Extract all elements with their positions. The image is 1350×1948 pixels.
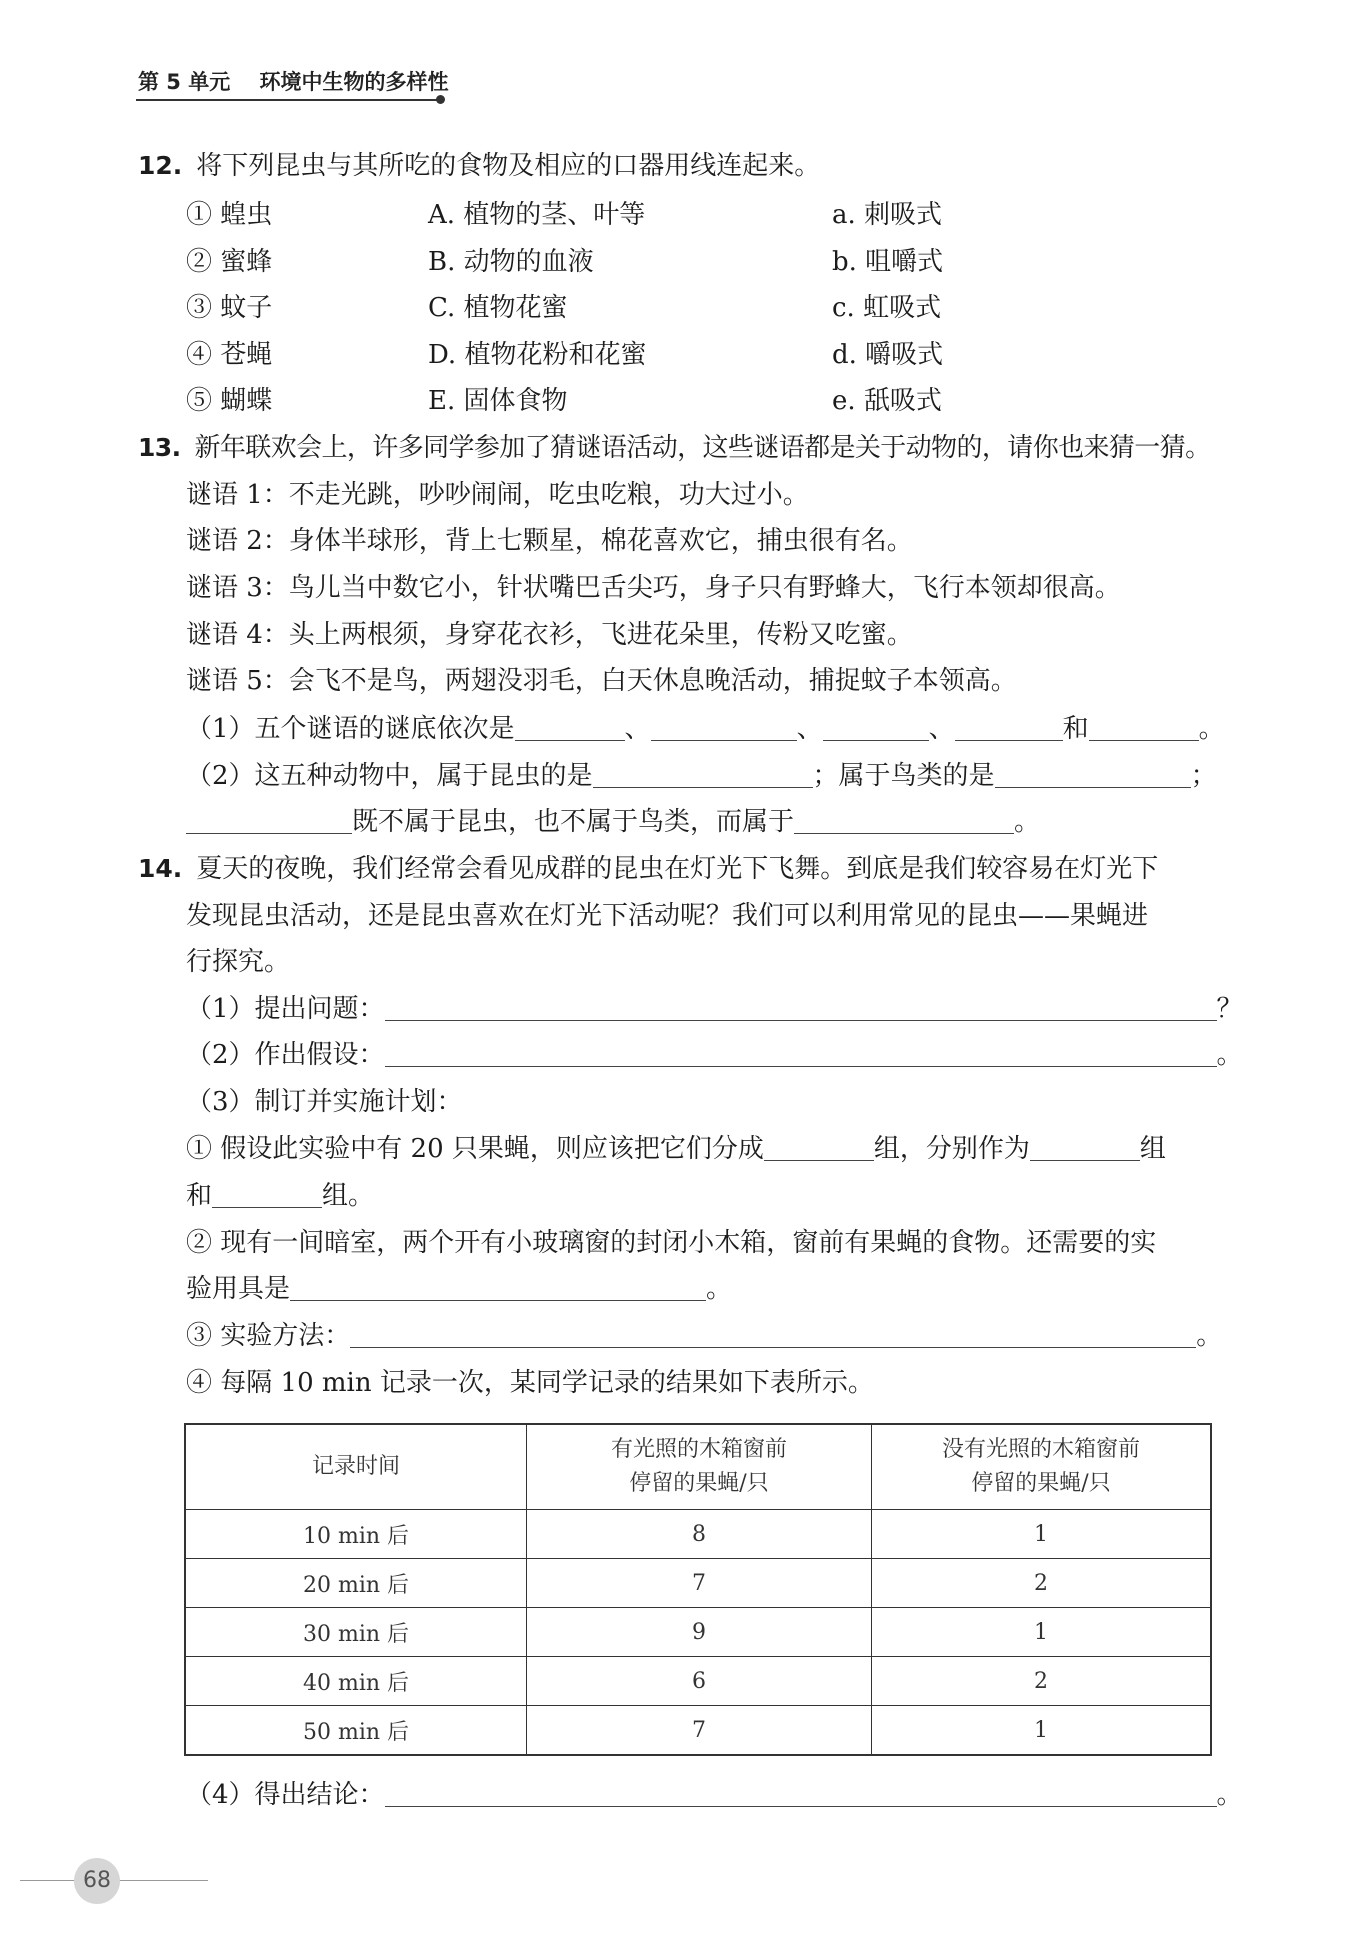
q12-insect: ② 蜜蜂 xyxy=(186,247,273,277)
table-row xyxy=(185,1510,1211,1559)
riddle-2: 谜语 2：身体半球形，背上七颗星，棉花喜欢它，捕虫很有名。 xyxy=(186,526,913,556)
q12-food: E. 固体食物 xyxy=(428,386,568,416)
period: 。 xyxy=(1014,807,1041,837)
q14-intro-line-1 xyxy=(138,853,1158,885)
q14-part1-label: （1）提出问题： xyxy=(186,994,385,1024)
q14-step2-text-b: 验用具是 xyxy=(186,1274,291,1304)
q13-part1 xyxy=(186,713,1225,745)
separator: 、 xyxy=(624,714,651,744)
q13-part1-text: （1）五个谜语的谜底依次是 xyxy=(186,714,515,744)
q14-step3 xyxy=(186,1320,1222,1352)
answer-blank[interactable] xyxy=(212,1181,322,1208)
table-cell: 9 xyxy=(527,1608,872,1657)
q12-food: C. 植物花蜜 xyxy=(428,293,568,323)
separator: 、 xyxy=(796,714,823,744)
q14-intro-3: 行探究。 xyxy=(186,947,291,977)
q14-part4 xyxy=(186,1779,1243,1811)
table-row xyxy=(185,1608,1211,1657)
q14-intro-2: 发现昆虫活动，还是昆虫喜欢在灯光下活动呢？我们可以利用常见的昆虫——果蝇进 xyxy=(186,901,1149,931)
table-cell: 20 min 后 xyxy=(185,1559,527,1608)
answer-blank[interactable] xyxy=(764,1134,874,1161)
q12-mouthpart: a. 刺吸式 xyxy=(832,200,943,230)
riddle-4: 谜语 4：头上两根须，身穿花衣衫，飞进花朵里，传粉又吃蜜。 xyxy=(186,620,913,650)
semicolon: ； xyxy=(1190,761,1217,791)
q14-step1 xyxy=(186,1133,1166,1165)
q13-part2-cont xyxy=(186,806,1040,838)
q14-step1-cont xyxy=(186,1180,374,1212)
col-header-light: 有光照的木箱窗前 停留的果蝇/只 xyxy=(527,1424,872,1510)
page-number: 68 xyxy=(74,1858,120,1904)
q14-step2-cont xyxy=(186,1273,732,1305)
riddle-1: 谜语 1：不走光跳，吵吵闹闹，吃虫吃粮，功大过小。 xyxy=(186,480,809,510)
q12-food: D. 植物花粉和花蜜 xyxy=(428,340,647,370)
q12-mouthpart: b. 咀嚼式 xyxy=(832,247,944,277)
q14-part4-label: （4）得出结论： xyxy=(186,1780,385,1810)
table-cell: 1 xyxy=(872,1608,1212,1657)
answer-blank[interactable] xyxy=(515,714,625,741)
q13-part2 xyxy=(186,760,1217,792)
riddle-5: 谜语 5：会飞不是鸟，两翅没羽毛，白天休息晚活动，捕捉蚊子本领高。 xyxy=(186,666,1017,696)
table-cell: 2 xyxy=(872,1657,1212,1706)
answer-blank[interactable] xyxy=(651,714,797,741)
and-word: 和 xyxy=(1062,714,1089,744)
table-cell: 2 xyxy=(872,1559,1212,1608)
answer-blank[interactable] xyxy=(385,1040,1217,1067)
period: 。 xyxy=(1216,1040,1243,1070)
q14-step4: ④ 每隔 10 min 记录一次，某同学记录的结果如下表所示。 xyxy=(186,1368,874,1398)
q12-stem-line xyxy=(138,150,820,182)
q12-stem: 将下列昆虫与其所吃的食物及相应的口器用线连起来。 xyxy=(196,151,821,181)
period: 。 xyxy=(1196,1321,1223,1351)
table-header-row xyxy=(185,1424,1211,1510)
answer-blank[interactable] xyxy=(995,761,1191,788)
q14-step1-text: ① 假设此实验中有 20 只果蝇，则应该把它们分成 xyxy=(186,1134,764,1164)
answer-blank[interactable] xyxy=(955,714,1063,741)
table-row xyxy=(185,1706,1211,1756)
q14-intro-1: 夏天的夜晚，我们经常会看见成群的昆虫在灯光下飞舞。到底是我们较容易在灯光下 xyxy=(196,854,1159,884)
q12-number: 12. xyxy=(138,151,183,180)
q12-insect: ① 蝗虫 xyxy=(186,200,273,230)
results-table xyxy=(184,1423,1212,1756)
separator: 、 xyxy=(928,714,955,744)
col-header-dark: 没有光照的木箱窗前 停留的果蝇/只 xyxy=(872,1424,1212,1510)
q14-part3-label: （3）制订并实施计划： xyxy=(186,1087,463,1117)
header-rule xyxy=(136,99,441,101)
question-mark: ？ xyxy=(1216,994,1243,1024)
period: 。 xyxy=(706,1274,733,1304)
header-dot xyxy=(436,95,445,104)
page-header xyxy=(138,66,449,96)
answer-blank[interactable] xyxy=(385,1780,1217,1807)
period: 。 xyxy=(1216,1780,1243,1810)
q14-step1-text-b: 组，分别作为 xyxy=(873,1134,1030,1164)
answer-blank[interactable] xyxy=(385,994,1217,1021)
q13-number: 13. xyxy=(138,433,181,462)
q12-food: B. 动物的血液 xyxy=(428,247,594,277)
q14-part2 xyxy=(186,1039,1243,1071)
q12-insect: ⑤ 蝴蝶 xyxy=(186,386,273,416)
table-cell: 10 min 后 xyxy=(185,1510,527,1559)
q13-stem: 新年联欢会上，许多同学参加了猜谜语活动，这些谜语都是关于动物的，请你也来猜一猜。 xyxy=(194,433,1211,463)
answer-blank[interactable] xyxy=(794,807,1014,834)
table-cell: 8 xyxy=(527,1510,872,1559)
q14-step3-label: ③ 实验方法： xyxy=(186,1321,351,1351)
unit-title: 环境中生物的多样性 xyxy=(259,70,449,94)
answer-blank[interactable] xyxy=(290,1274,706,1301)
q13-part2-text-d: 既不属于昆虫，也不属于鸟类，而属于 xyxy=(352,807,795,837)
answer-blank[interactable] xyxy=(350,1321,1196,1348)
table-row xyxy=(185,1559,1211,1608)
q14-number: 14. xyxy=(138,854,183,883)
q12-insect: ③ 蚊子 xyxy=(186,293,273,323)
q13-part2-text: （2）这五种动物中，属于昆虫的是 xyxy=(186,761,593,791)
q12-mouthpart: e. 舐吸式 xyxy=(832,386,942,416)
q14-part2-label: （2）作出假设： xyxy=(186,1040,385,1070)
q14-part1 xyxy=(186,993,1243,1025)
q12-food: A. 植物的茎、叶等 xyxy=(428,200,646,230)
answer-blank[interactable] xyxy=(823,714,929,741)
unit-label: 第 5 单元 xyxy=(138,70,231,94)
q14-step1-text-c: 组 xyxy=(1139,1134,1166,1164)
table-cell: 1 xyxy=(872,1706,1212,1756)
answer-blank[interactable] xyxy=(593,761,813,788)
table-cell: 50 min 后 xyxy=(185,1706,527,1756)
riddle-3: 谜语 3：鸟儿当中数它小，针状嘴巴舌尖巧，身子只有野蜂大，飞行本领却很高。 xyxy=(186,573,1121,603)
col-header-time: 记录时间 xyxy=(185,1424,527,1510)
table-cell: 6 xyxy=(527,1657,872,1706)
q13-part2-text-b: ；属于鸟类的是 xyxy=(812,761,995,791)
and-word: 和 xyxy=(186,1181,213,1211)
table-cell: 7 xyxy=(527,1559,872,1608)
q12-mouthpart: c. 虹吸式 xyxy=(832,293,942,323)
answer-blank[interactable] xyxy=(186,807,352,834)
q12-mouthpart: d. 嚼吸式 xyxy=(832,340,944,370)
q14-step2: ② 现有一间暗室，两个开有小玻璃窗的封闭小木箱，窗前有果蝇的食物。还需要的实 xyxy=(186,1228,1157,1258)
table-cell: 40 min 后 xyxy=(185,1657,527,1706)
table-cell: 7 xyxy=(527,1706,872,1756)
table-row xyxy=(185,1657,1211,1706)
period: 。 xyxy=(1198,714,1225,744)
table-cell: 1 xyxy=(872,1510,1212,1559)
table-cell: 30 min 后 xyxy=(185,1608,527,1657)
q12-insect: ④ 苍蝇 xyxy=(186,340,273,370)
q14-step1-text-e: 组。 xyxy=(322,1181,375,1211)
answer-blank[interactable] xyxy=(1030,1134,1140,1161)
q13-stem-line xyxy=(138,432,1211,464)
answer-blank[interactable] xyxy=(1089,714,1199,741)
